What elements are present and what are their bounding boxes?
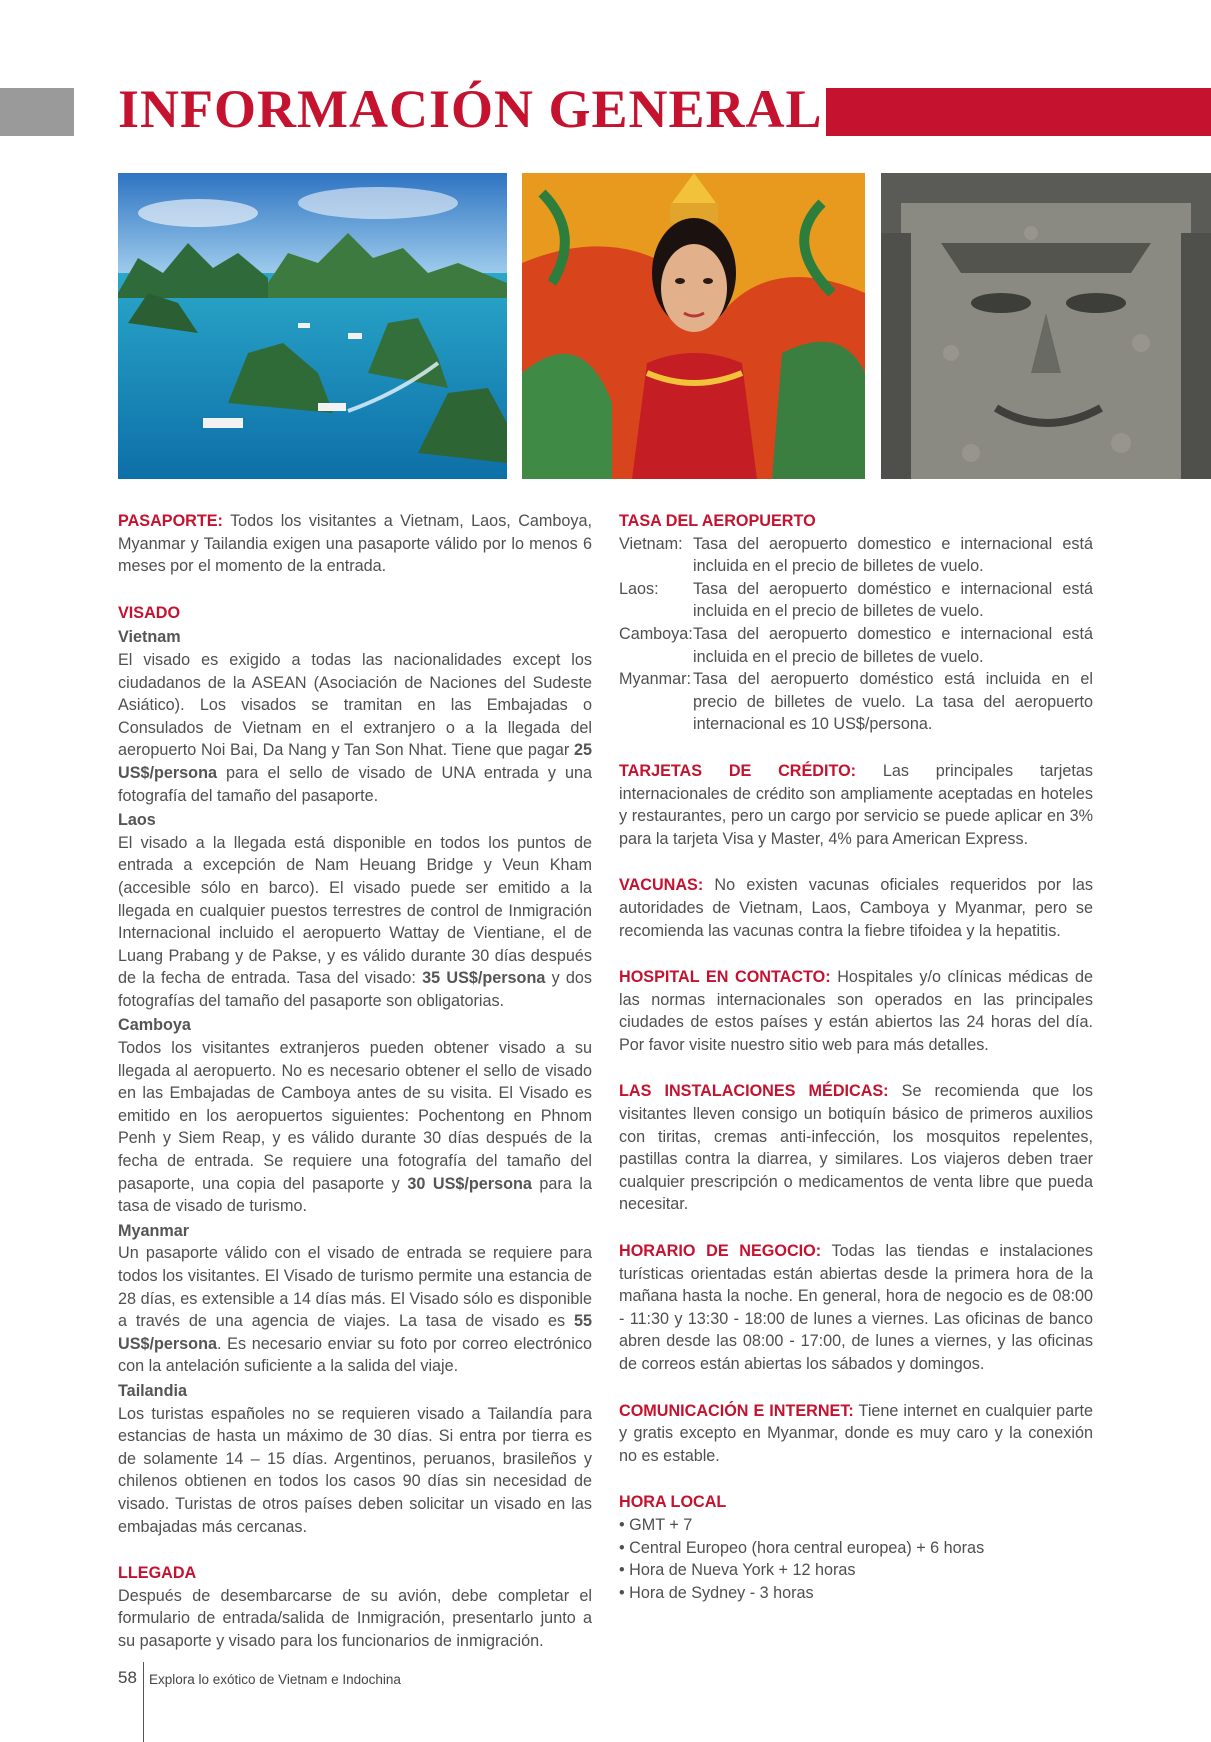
tasa-country: Camboya: [619, 624, 693, 643]
tasa-row [619, 668, 1093, 736]
visado-vietnam-text-2: para el sello de visado de UNA entrada y una fotografía del tamaño del pasaporte. [118, 763, 592, 805]
instalaciones-paragraph [619, 1080, 1093, 1216]
tasa-row [619, 623, 1093, 668]
visado-laos-text-1: El visado a la llegada está disponible en todos los puntos de entrada a excepción de Nam Heuang Bridge y Veun Kham (accesible sólo en barco). El visado puede ser emitido a la llegada en cualquier puestos terrestres de control de Inmigración Internacional incluido el aeropuerto Wattay de Vientiane, el de Luang Prabang y de Pakse, y es válido durante 30 días después de la fecha de entrada. Tasa del visado: [118, 833, 592, 988]
visado-myanmar-text-1: Un pasaporte válido con el visado de entrada se requiere para todos los visitantes. El Visado de turismo permite una estancia de 28 días, es extensible a 14 días más. El Visado sólo es disponible a través de una agencia de viajes. La tasa de visado es [118, 1244, 592, 1331]
list-item: • Hora de Nueva York + 12 horas [619, 1559, 1093, 1582]
visado-myanmar-amount: 55 US$/persona [118, 1312, 592, 1353]
pasaporte-paragraph [118, 510, 592, 578]
tasa-desc: Tasa del aeropuerto doméstico e internacional está incluida en el precio de billetes de vuelo. [693, 579, 1093, 621]
list-item: • Hora de Sydney - 3 horas [619, 1582, 1093, 1605]
tarjetas-paragraph [619, 760, 1093, 850]
hora-list [619, 1514, 1093, 1604]
tasa-section [619, 510, 1093, 533]
visado-camboya-text-2: para la tasa de visado de turismo. [118, 1174, 592, 1216]
pasaporte-text: Todos los visitantes a Vietnam, Laos, Camboya, Myanmar y Tailandia exigen una pasaporte válido por lo menos 6 meses por el momento de la entrada. [118, 512, 592, 576]
visado-vietnam-title: Vietnam [118, 628, 181, 647]
horario-text: Todas las tiendas e instalaciones turísticas orientadas están abiertas desde la primera hora de la mañana hasta la noche. En general, hora de negocio es de 08:00 - 11:30 y 13:30 - 18:00 de lunes a viernes. Las oficinas de banco abren desde las 08:00 - 17:00, de lunes a viernes, y las oficinas de correos están abiertas los sábados y domingos. [619, 1242, 1093, 1373]
visado-heading: VISADO [118, 603, 181, 622]
instalaciones-label: LAS INSTALACIONES MÉDICAS: [619, 1082, 889, 1101]
photo-bayon-face [881, 173, 1211, 479]
llegada-section [118, 1562, 592, 1652]
visado-vietnam-amount: 25 US$/persona [118, 741, 592, 782]
vacunas-text: No existen vacunas oficiales requeridos por las autoridades de Vietnam, Laos, Camboya y Myanmar, pero se recomienda las vacunas contra la fiebre tifoidea y la hepatitis. [619, 876, 1093, 940]
list-item: • Central Europeo (hora central europea) + 6 horas [619, 1537, 1093, 1560]
hospital-text: Hospitales y/o clínicas médicas de las normas internacionales son operados en las principales ciudades de estos países y están abiertos las 24 horas del día. Por favor visite nuestro sitio web para más detalles. [619, 968, 1093, 1054]
visado-camboya-amount: 30 US$/persona [407, 1174, 532, 1193]
visado-laos-text [118, 834, 592, 1010]
tasa-desc: Tasa del aeropuerto doméstico está incluida en el precio de billetes de vuelo. La tasa del aeropuerto internacional es 10 US$/persona. [693, 670, 1093, 734]
page-number: 58 [118, 1668, 137, 1687]
pasaporte-label: PASAPORTE: [118, 512, 223, 530]
comunicacion-paragraph [619, 1400, 1093, 1468]
horario-paragraph [619, 1240, 1093, 1376]
visado-section [118, 602, 592, 1538]
visado-camboya-text-1: Todos los visitantes extranjeros pueden obtener visado a su llegada al aeropuerto. No es necesario obtener el sello de visado en las Embajadas de Camboya antes de su visita. El Visado es emitido en los aeropuertos siguientes: Pochentong en Phnom Penh y Siem Reap, y es válido durante 30 días después de la fecha de entrada. Se requiere una fotografía del tamaño del pasaporte, una copia del pasaporte y [118, 1039, 592, 1193]
hora-heading: HORA LOCAL [619, 1493, 727, 1512]
tasa-desc: Tasa del aeropuerto domestico e internacional está incluida en el precio de billetes de vuelo. [693, 624, 1093, 666]
visado-vietnam-text [118, 651, 592, 805]
tasa-country: Vietnam: [619, 534, 683, 553]
footer-divider [143, 1662, 144, 1742]
tasa-country: Myanmar: [619, 670, 691, 689]
visado-vietnam-text-1: El visado es exigido a todas las nacionalidades except los ciudadanos de la ASEAN (Asociación de Naciones del Sudeste Asiático). Los visados se tramitan en las Embajadas o Consulados de Vietnam en el extranjero o a la llegada del aeropuerto Noi Bai, Da Nang y Tan Son Nhat. Tiene que pagar [118, 650, 592, 760]
visado-tailandia-text: Los turistas españoles no se requieren visado a Tailandía para estancias de hasta un máximo de 30 días. Si entra por tierra es de solamente 14 – 15 días. Argentinos, peruanos, brasileños y chilenos obtienen en todos los casos 90 días sin necesidad de visado. Turistas de otros países deben solicitar un visado en las embajadas más cercanas. [118, 1404, 592, 1536]
tasa-desc: Tasa del aeropuerto domestico e internacional está incluida en el precio de billetes de vuelo. [693, 534, 1093, 576]
visado-camboya-text [118, 1039, 592, 1215]
llegada-text: Después de desembarcarse de su avión, debe completar el formulario de entrada/salida de Inmigración, presentarlo junto a su pasaporte y visado para los funcionarios de inmigración. [118, 1586, 592, 1650]
tasa-heading: TASA DEL AEROPUERTO [619, 512, 816, 530]
red-accent-bar [826, 88, 1211, 136]
visado-tailandia-title: Tailandia [118, 1381, 187, 1400]
visado-laos-title: Laos [118, 811, 156, 830]
vacunas-label: VACUNAS: [619, 876, 704, 895]
photo-halong-bay [118, 173, 507, 479]
right-column [619, 510, 1093, 1604]
visado-laos-amount: 35 US$/persona [422, 969, 546, 988]
visado-myanmar-text [118, 1244, 592, 1375]
vacunas-paragraph [619, 874, 1093, 942]
photo-lao-woman [522, 173, 865, 479]
comunicacion-text: Tiene internet en cualquier parte y gratis excepto en Myanmar, donde es muy caro y la conexión no es estable. [619, 1401, 1093, 1465]
hora-section [619, 1491, 1093, 1514]
tarjetas-label: TARJETAS DE CRÉDITO: [619, 761, 857, 780]
footer-text: Explora lo exótico de Vietnam e Indochina [149, 1672, 401, 1687]
visado-camboya-title: Camboya [118, 1016, 191, 1035]
page-title: INFORMACIÓN GENERAL [118, 79, 823, 139]
tasa-country: Laos: [619, 579, 659, 598]
visado-laos-text-2: y dos fotografías del tamaño del pasaporte son obligatorias. [118, 969, 592, 1010]
visado-myanmar-text-2: . Es necesario enviar su foto por correo electrónico con la antelación suficiente a la salida del viaje. [118, 1334, 592, 1376]
instalaciones-text: Se recomienda que los visitantes lleven consigo un botiquín básico de primeros auxilios con tiritas, cremas anti-infección, los mosquitos repelentes, pastillas contra la diarrea, y similares. Los viajeros deben traer cualquier prescripción o medicamentos de venta libre que pueda necesitar. [619, 1082, 1093, 1214]
tasa-row [619, 578, 1093, 623]
tarjetas-text: Las principales tarjetas internacionales de crédito son ampliamente aceptadas en hoteles y restaurantes, pero un cargo por servicio se puede aplicar en 3% para la tarjeta Visa y Master, 4% para American Express. [619, 761, 1093, 848]
hospital-label: HOSPITAL EN CONTACTO: [619, 968, 831, 987]
gray-tab [0, 88, 74, 136]
llegada-heading: LLEGADA [118, 1564, 197, 1583]
left-column [118, 510, 592, 1653]
comunicacion-label: COMUNICACIÓN E INTERNET: [619, 1401, 854, 1420]
list-item: • GMT + 7 [619, 1514, 1093, 1537]
visado-myanmar-title: Myanmar [118, 1221, 190, 1240]
tasa-row [619, 533, 1093, 578]
hospital-paragraph [619, 966, 1093, 1056]
horario-label: HORARIO DE NEGOCIO: [619, 1242, 822, 1261]
